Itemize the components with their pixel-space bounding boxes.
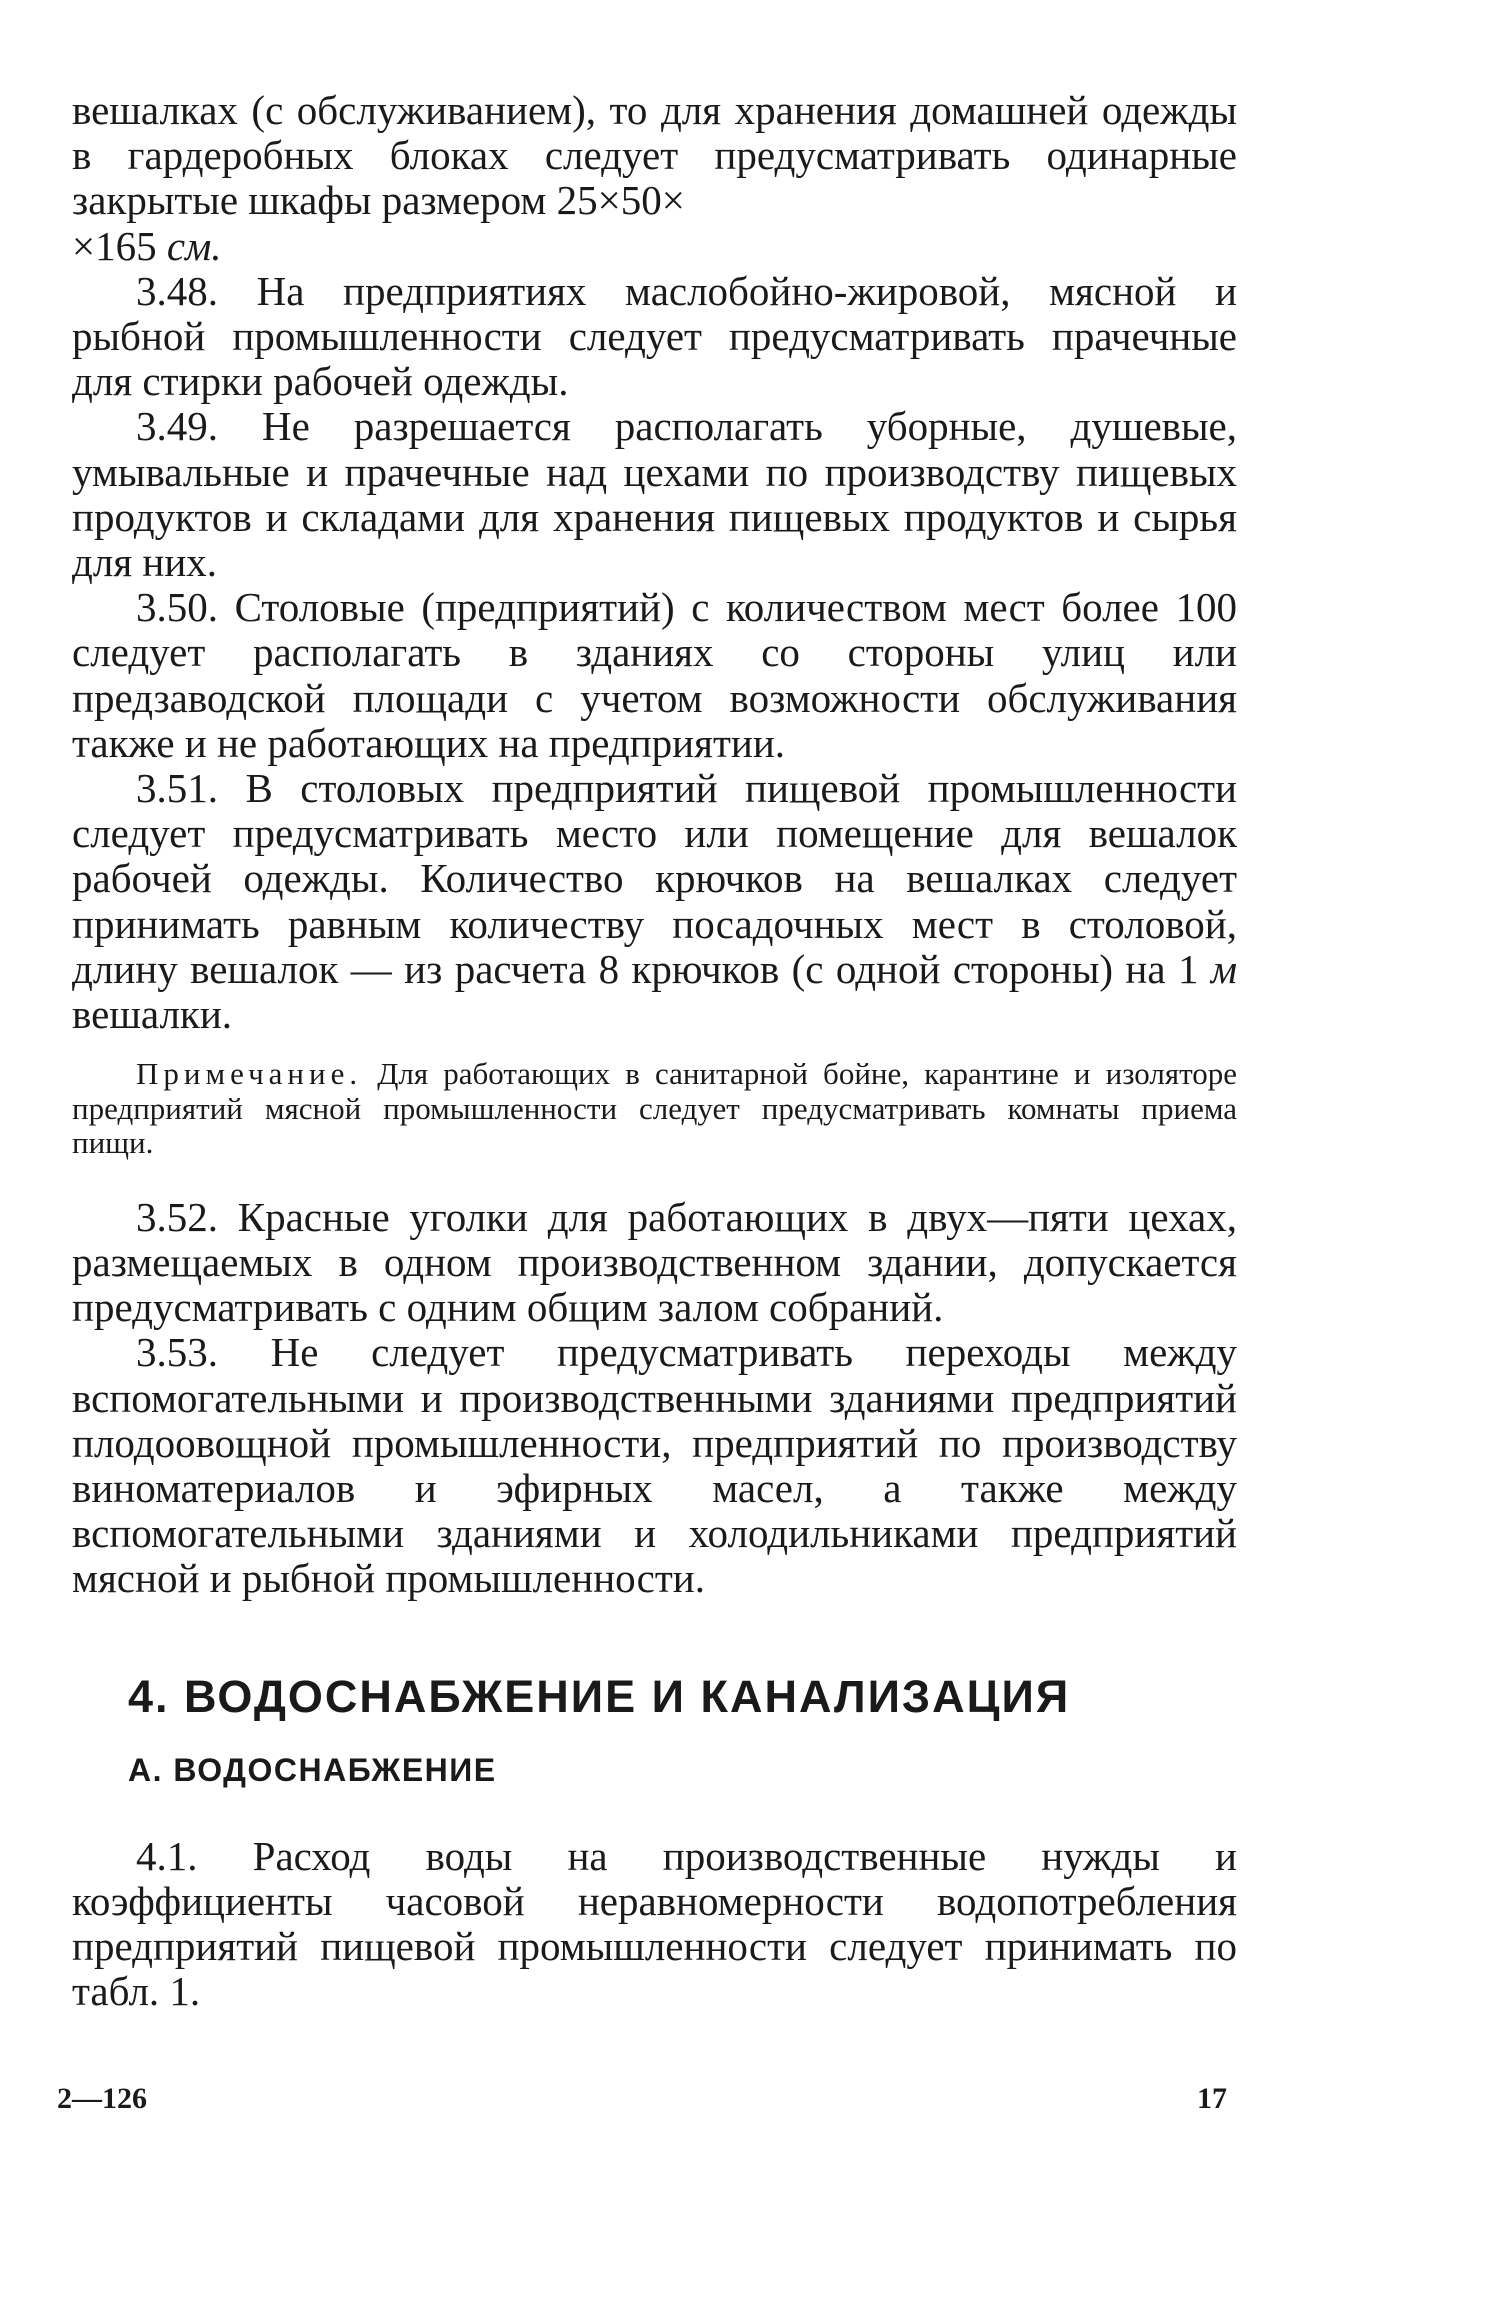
note-text: Для работающих в санитарной бойне, карантине и изоляторе предприятий мясной промышленности следует предусматривать комнаты приема пищи. xyxy=(72,1056,1237,1161)
continuation-text: вешалках (с обслуживанием), то для хранения домашней одежды в гардеробных блоках следует предусматривать одинарные закрытые шкафы размером 25×50× xyxy=(72,87,1237,224)
document-page xyxy=(72,88,1237,2014)
paragraph-text: В столовых предприятий пищевой промышленности следует предусматривать место или помещение для вешалок рабочей одежды. Количество крючков на вешалках следует принимать равным количеству посадочных мест в столовой, длину вешалок — из расчета 8 крючков (с одной стороны) на 1 xyxy=(72,765,1238,992)
paragraph-4-1 xyxy=(72,1834,1237,2015)
paragraph-text: Столовые (предприятий) с количеством мест более 100 следует располагать в зданиях со стороны улиц или предзаводской площади с учетом возможности обслуживания также и не работающих на предприятии. xyxy=(72,584,1237,766)
paragraph-3-49 xyxy=(72,404,1237,585)
continuation-tail-number: ×165 xyxy=(72,222,157,269)
unit-cm: см. xyxy=(166,222,222,269)
paragraph-3-48 xyxy=(72,269,1237,405)
paragraph-number: 3.51. xyxy=(136,765,218,812)
paragraph-3-50 xyxy=(72,585,1237,766)
continuation-paragraph xyxy=(72,88,1237,269)
paragraph-text: На предприятиях маслобойно-жировой, мясной и рыбной промышленности следует предусматривать прачечные для стирки рабочей одежды. xyxy=(72,267,1238,405)
paragraph-number: 3.53. xyxy=(136,1329,218,1376)
paragraph-number: 3.49. xyxy=(136,403,218,450)
paragraph-3-53 xyxy=(72,1330,1237,1601)
paragraph-3-51 xyxy=(72,766,1237,1037)
note-block xyxy=(72,1057,1237,1161)
paragraph-number: 3.48. xyxy=(136,267,218,314)
paragraph-text: Расход воды на производственные нужды и коэффициенты часовой неравномерности водопотребления предприятий пищевой промышленности следует принимать по табл. 1. xyxy=(72,1832,1237,2015)
paragraph-number: 3.52. xyxy=(136,1193,218,1240)
section-heading: 4. ВОДОСНАБЖЕНИЕ И КАНАЛИЗАЦИЯ xyxy=(128,1670,1071,1722)
paragraph-number: 4.1. xyxy=(136,1832,198,1879)
page-number: 17 xyxy=(1197,2082,1227,2115)
paragraph-text: Не следует предусматривать переходы между вспомогательными и производственными зданиями предприятий плодоовощной промышленности, предприятий по производству виноматериалов и эфирных масел, а также между вспомогательными зданиями и холодильниками предприятий мясной и рыбной промышленности. xyxy=(72,1329,1237,1602)
paragraph-tail: вешалки. xyxy=(72,991,233,1038)
note-label: Примечание. xyxy=(136,1056,363,1092)
paragraph-3-52 xyxy=(72,1195,1237,1331)
paragraph-text: Не разрешается располагать уборные, душевые, умывальные и прачечные над цехами по производству пищевых продуктов и складами для хранения пищевых продуктов и сырья для них. xyxy=(72,403,1237,586)
printer-signature: 2—126 xyxy=(57,2082,147,2115)
unit-m: м xyxy=(1210,945,1238,992)
paragraph-number: 3.50. xyxy=(136,584,218,631)
paragraph-text: Красные уголки для работающих в двух—пяти цехах, размещаемых в одном производственном здании, допускается предусматривать с одним общим залом собраний. xyxy=(72,1193,1237,1331)
subsection-heading: А. ВОДОСНАБЖЕНИЕ xyxy=(128,1751,497,1788)
